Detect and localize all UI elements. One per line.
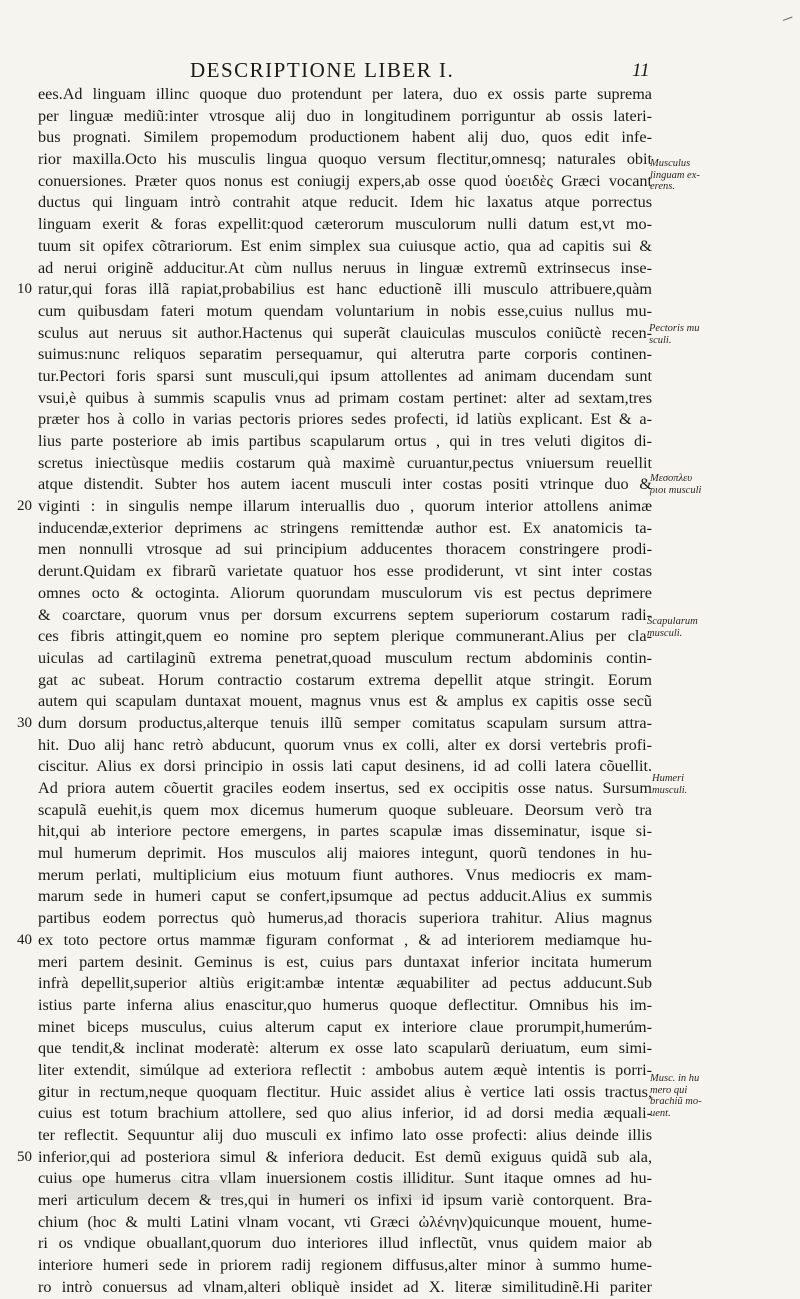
text-line [26, 561, 652, 583]
line-text: gitur in rectum,neque quoquam flectitur. Huic assidet alius è vertice lati ossis tractus, [38, 1082, 652, 1101]
line-text: bus prognati. Similem propemodum productionem habent alij duo, quos edit infe- [38, 128, 652, 147]
text-line [26, 453, 652, 475]
text-line [26, 843, 652, 865]
line-text: mul humerum deprimit. Hos musculos alij maiores integunt, quorũ tendones in hu- [38, 844, 652, 863]
margin-note-line: mero qui [650, 1084, 688, 1096]
text-line [26, 409, 652, 431]
text-line [26, 236, 652, 258]
line-text: istius parte inferna alius enascitur,quo humerus quoque deflectitur. Omnibus his im- [38, 995, 652, 1014]
text-line [26, 626, 652, 648]
text-line [26, 1082, 652, 1104]
line-text: dum dorsum productus,alterque tenuis illũ semper comitatus scapulam sursum attra- [38, 713, 652, 732]
text-line [26, 366, 652, 388]
text-line [26, 995, 652, 1017]
text-line [26, 431, 652, 453]
margin-note-lingua [650, 158, 700, 193]
line-text: omnes octo & octoginta. Aliorum quorundam musculorum vis est pectus deprimere [38, 583, 652, 602]
line-text: uiculas ad cartilaginũ extrema penetrat,quoad musculum rectum abdominis contin- [38, 648, 652, 667]
text-line [26, 735, 652, 757]
text-line [17, 496, 652, 518]
line-text: ex toto pectore ortus mammæ figuram conformat , & ad interiorem mediamque hu- [38, 930, 652, 949]
line-text: conuersiones. Præter quos nonus est coniugij expers,ab osse quod ὑοειδὲς Græci vocant [38, 171, 652, 190]
text-line [26, 821, 652, 843]
line-text: men nonnulli vtrosque ad sui principium adducentes thoracem constringere prodi- [38, 540, 652, 559]
line-text: merum perlati, multiplicium eius motuum fiunt authores. Vnus mediocris ex mam- [38, 865, 652, 884]
text-line [26, 323, 652, 345]
line-text: ad nerui originẽ adducitur.At cùm nullus neruus in linguæ extremũ extrinsecus inse- [38, 258, 652, 277]
margin-note-scapularum [647, 616, 698, 639]
margin-note-line: brachiũ mo- [650, 1096, 702, 1107]
line-text: chium (hoc & multi Latini vlnam vocant, vti Græci ὠλένην)quicunque mouent, hume- [38, 1212, 652, 1231]
margin-note-line: Musculus [650, 158, 691, 169]
text-line [26, 1277, 652, 1299]
line-number: 20 [17, 498, 32, 515]
line-text: autem qui scapulam duntaxat mouent, magnus vnus est & amplus ex capitis osse secũ [38, 692, 652, 711]
text-line [17, 279, 652, 301]
line-text: partibus eodem porrectus quò humerus,ad thoracis superiora trahitur. Alius magnus [38, 909, 652, 928]
text-line [26, 800, 652, 822]
text-line [26, 908, 652, 930]
line-text: hit. Duo alij hanc retrò abducunt, quorum vnus ex colli, alter ex dorsi vertebris profi- [38, 735, 652, 754]
line-text: ter reflectit. Sequuntur alij duo musculi ex infimo lato osse profecti: alius deinde illis [38, 1126, 652, 1144]
line-text: suimus:nunc reliquos separatim persequamur, qui alterutra parte corporis continen- [38, 345, 652, 364]
text-line [26, 865, 652, 887]
body-text [17, 84, 652, 1299]
text-line [26, 301, 652, 323]
line-text: tuum sit opifex cõtrariorum. Est enim simplex sua cuiusque actio, qua ad capitis sui & [38, 236, 652, 255]
line-text: per linguæ mediũ:inter vtrosque alij duo in longitudinem porriguntur ab ossis lateri- [38, 106, 652, 125]
line-text: ro intrò conuersus ad vlnam,alteri obliquè insidet ad X. literæ similitudinẽ.Hi pariter [38, 1277, 652, 1296]
margin-note-line: sculi. [649, 334, 672, 346]
line-text: derunt.Quidam ex fibrarũ varietate quatuor hos esse prodiderunt, vt sint inter costas [38, 562, 652, 581]
text-line [26, 388, 652, 410]
margin-note-humeri [652, 773, 687, 796]
line-text: vsui,è quibus à summis scapulis vnus ad primam costam pertinet: alter ad sextam,tres [38, 388, 652, 407]
line-text: sculus aut neruus sit author.Hactenus qui superãt clauiculas musculos coniũctè recen- [38, 323, 652, 342]
margin-note-line: Pectoris mu [649, 323, 700, 334]
line-text: lius parte posteriore ab imis partibus scapularum ortus , qui in tres veluti digitos di- [38, 432, 652, 450]
text-line [26, 127, 652, 149]
line-number: 40 [17, 931, 32, 948]
margin-note-line: Musc. in hu [650, 1073, 700, 1084]
text-line [26, 344, 652, 366]
text-line [26, 1125, 652, 1147]
text-line [26, 605, 652, 627]
margin-note-line: Μεσοπλευ [650, 473, 693, 484]
line-text: scretus iniectùsque mediis costarum quà maximè curuantur,pectus vniuersum reuellit [38, 453, 652, 472]
running-head: DESCRIPTIONE LIBER I. [190, 58, 455, 82]
margin-note-line: musculi. [647, 627, 683, 639]
text-line [26, 1060, 652, 1082]
line-text: viginti : in singulis nempe illarum interuallis duo , quorum interior attollens animæ [38, 497, 652, 516]
line-text: infrà depellit,superior altiùs erigit:ambæ intentæ æquabiliter ad pectus adducunt.Sub [38, 974, 652, 993]
text-line [26, 583, 652, 605]
margin-note-line: erens. [650, 181, 675, 192]
line-text: inducendæ,exterior deprimens ac stringens remittendæ author est. Ex anatomicis ta- [38, 518, 652, 537]
text-line [26, 171, 652, 193]
text-line [26, 84, 652, 106]
line-text: ri os vndique obuallant,quorum duo interiores illud inflectũt, vnus quidem maior ab [38, 1234, 652, 1253]
line-text: scapulã euehit,is quem mox dicemus humerum quoque subleuare. Deorsum verò tra [38, 800, 652, 819]
line-text: ees.Ad linguam illinc quoque duo protendunt per latera, duo ex ossis parte suprema [38, 85, 652, 103]
line-text: que tendit,& inclinat moderatè: alterum ex osse lato scapularũ deriuatum, eum simi- [38, 1039, 652, 1058]
line-text: ductus qui linguam intrò contrahit atque reducit. Idem hic laxatus atque porrectus [38, 193, 652, 212]
text-line [26, 1255, 652, 1277]
text-line [26, 886, 652, 908]
text-line [26, 214, 652, 236]
text-line [26, 691, 652, 713]
line-text: gat ac subeat. Horum contractio costarum extrema depellit atque stringit. Eorum [38, 670, 652, 689]
margin-note-line: musculi. [652, 784, 688, 796]
text-line [17, 713, 652, 735]
line-number: 50 [17, 1148, 32, 1165]
line-text: ces fibris attingit,quem eo nomine pro septem plerique communerant.Alius per cla- [38, 627, 652, 646]
line-text: atque distendit. Subter hos autem iacent musculi inter costas positi vtrinque duo & [38, 475, 652, 494]
line-text: interiore humeri sede in priorem radij regionem diffusus,alter minor à summo hume- [38, 1256, 652, 1275]
text-line [26, 952, 652, 974]
text-line [26, 1103, 652, 1125]
text-line [26, 518, 652, 540]
text-line [26, 474, 652, 496]
margin-note-mesopleuroi [650, 473, 701, 496]
text-line [26, 670, 652, 692]
line-text: meri partem desinit. Geminus is est, cuius pars duntaxat inferior incitata humerum [38, 952, 652, 971]
text-line [26, 756, 652, 778]
line-text: linguam exerit & foras expellit:quod cæterorum musculorum nulli datum est,vt mo- [38, 215, 652, 234]
text-line [26, 149, 652, 171]
text-line [26, 1017, 652, 1039]
line-text: præter hos à collo in varias pectoris priores sedes profecti, id latiùs explicant. Est & a- [38, 410, 652, 429]
bleed-through [60, 1180, 660, 1200]
line-text: meri articulum decem & tres,qui in humeri os infixi id ipsum variè contorquent. Bra- [38, 1191, 652, 1210]
margin-note-line: uent. [650, 1107, 671, 1119]
text-line [26, 539, 652, 561]
text-line [26, 1212, 652, 1234]
text-line [26, 778, 652, 800]
text-line [17, 930, 652, 952]
text-line [26, 973, 652, 995]
line-text: tur.Pectori foris sparsi sunt musculi,qui ipsum attollentes ad animam ducendam sunt [38, 366, 652, 385]
text-line [17, 1147, 652, 1169]
line-text: marum sede in humeri caput se confert,ipsumque ad pectus adducit.Alius ex summis [38, 887, 652, 906]
text-line [26, 1233, 652, 1255]
margin-note-pectoris [649, 323, 699, 346]
line-text: inferior,qui ad posteriora simul & inferiora deducit. Est demũ exiguus quidã sub ala, [38, 1147, 652, 1166]
text-line [26, 106, 652, 128]
margin-note-line: Humeri [652, 773, 685, 784]
margin-note-line: Scapularum [647, 616, 698, 627]
text-line [26, 192, 652, 214]
line-text: ciscitur. Alius ex dorsi principio in ossis lati caput desinens, id ad colli latera cõuellit. [38, 757, 652, 776]
line-text: minet biceps musculus, cuius alterum caput ex interiore claue prorumpit,humerúm- [38, 1017, 652, 1036]
text-line [26, 258, 652, 280]
line-text: cuius ope humerus citra vllam inuersionem costis illiditur. Sunt itaque omnes ad hu- [38, 1169, 652, 1188]
margin-note-line: linguam ex- [650, 169, 700, 181]
page-edge-mark [783, 17, 795, 29]
line-text: cuius est totum brachium attollere, sed quo alius inferior, id ad dorsi media æquali- [38, 1104, 652, 1123]
margin-note-line: ριοι musculi [650, 484, 702, 496]
line-text: hit,qui ab interiore pectore emergens, in partes scapulæ imas disseminatur, isque si- [38, 822, 652, 841]
line-text: rior maxilla.Octo his musculis lingua quoquo versum flectitur,omnesq; naturales obit [38, 150, 652, 169]
line-text: ratur,qui foras illã rapiat,probabilius est hanc eductionẽ illi musculo attribuere,quàm [38, 280, 652, 299]
line-text: cum quibusdam fateri motum quendam voluntarium in nobis esse,cuius nullus mu- [38, 301, 652, 320]
line-text: & coarctare, quorum vnus per dorsum excurrens septem superiorum costarum radi- [38, 605, 652, 624]
page-number: 11 [632, 60, 650, 81]
line-number: 30 [17, 714, 32, 731]
line-number: 10 [17, 281, 32, 298]
line-text: Ad priora autem cõuertit graciles eodem insertus, sed ex occipitis osse natus. Sursum [38, 779, 652, 797]
line-text: liter extendit, simúlque ad exteriora reflectit : ambobus autem æquè intentis is porri- [38, 1060, 652, 1079]
text-line [26, 1038, 652, 1060]
text-line [26, 648, 652, 670]
margin-note-brachium [650, 1073, 702, 1119]
